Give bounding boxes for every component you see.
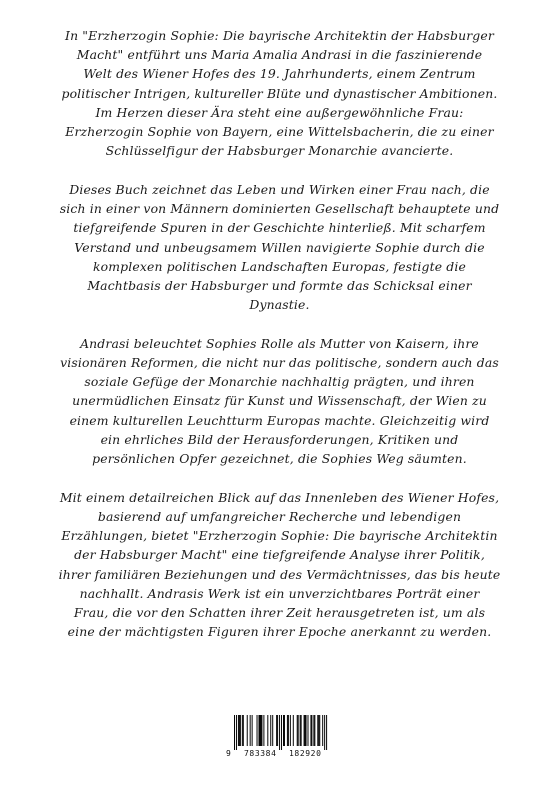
text-line: basierend auf umfangreicher Recherche und lebendigen (97, 508, 462, 524)
barcode-bar (317, 715, 318, 746)
barcode-bar (259, 715, 260, 746)
barcode-bar (240, 715, 241, 746)
text-line: soziale Gefüge der Monarchie nachhaltig prägten, und ihren (84, 374, 475, 390)
text-line: sich in einer von Männern dominierten Gesellschaft behauptete und (59, 201, 500, 217)
text-line: ein ehrliches Bild der Herausforderungen, Kritiken und (100, 431, 459, 447)
barcode-bar (239, 715, 240, 746)
barcode-guard-bar (326, 715, 327, 750)
text-line: einem kulturellen Leuchtturm Europas machte. Gleichzeitig wird (69, 412, 490, 428)
barcode-bars (224, 714, 336, 750)
barcode-bar (306, 715, 307, 746)
isbn-barcode (224, 714, 336, 760)
barcode-bar (252, 715, 253, 746)
text-line: Dieses Buch zeichnet das Leben und Wirken einer Frau nach, die (69, 181, 490, 197)
barcode-bar (300, 715, 301, 746)
barcode-bar (305, 715, 306, 746)
text-line: nachhallt. Andrasis Werk ist ein unverzichtbares Porträt einer (79, 585, 480, 601)
barcode-bar (311, 715, 312, 746)
barcode-bar (267, 715, 268, 746)
barcode-bar (238, 715, 239, 746)
barcode-guard-bar (236, 715, 237, 750)
text-line: unermüdlichen Einsatz für Kunst und Wissenschaft, der Wien zu (72, 393, 487, 409)
barcode-bar (250, 715, 251, 746)
blurb-paragraph-2 (28, 180, 531, 314)
barcode-guard-bar (234, 715, 235, 750)
barcode-bar (261, 715, 262, 746)
barcode-bar (293, 715, 294, 746)
barcode-bar (313, 715, 314, 746)
barcode-bar (270, 715, 271, 746)
barcode-bar (272, 715, 273, 746)
barcode-bar (318, 715, 319, 746)
barcode-bar (257, 715, 258, 746)
blurb-paragraph-4 (28, 488, 531, 642)
barcode-bar (297, 715, 298, 746)
text-line: eine der mächtigsten Figuren ihrer Epoche anerkannt zu werden. (67, 624, 492, 640)
barcode-bar (319, 715, 320, 746)
barcode-bar (263, 715, 264, 746)
text-line: tiefgreifende Spuren in der Geschichte hinterließ. Mit scharfem (73, 220, 486, 236)
text-line: Erzherzogin Sophie von Bayern, eine Wittelsbacherin, die zu einer (65, 124, 494, 140)
barcode-bar (259, 715, 260, 746)
barcode-bar (314, 715, 315, 746)
barcode-bar (243, 715, 244, 746)
text-line: visionären Reformen, die nicht nur das politische, sondern auch das (60, 355, 499, 371)
text-line: In "Erzherzogin Sophie: Die bayrische Architektin der Habsburger (65, 28, 494, 43)
text-line: der Habsburger Macht" eine tiefgreifende Analyse ihrer Politik, (74, 547, 485, 563)
text-line: Dynastie. (249, 297, 310, 313)
text-line: persönlichen Opfer gezeichnet, die Sophies Weg säumten. (92, 451, 467, 467)
barcode-bar (322, 715, 323, 746)
text-line: komplexen politischen Landschaften Europas, festigte die (93, 258, 466, 274)
text-line: Macht" entführt uns Maria Amalia Andrasi in die faszinierende (76, 47, 483, 63)
text-line: Andrasi beleuchtet Sophies Rolle als Mutter von Kaisern, ihre (80, 335, 479, 351)
barcode-bar (283, 715, 284, 746)
barcode-bar (290, 715, 291, 746)
barcode-bar (276, 715, 277, 746)
barcode-bar (301, 715, 302, 746)
barcode-digit-first: 9 (226, 749, 231, 758)
text-line: Im Herzen dieser Ära steht eine außergewöhnliche Frau: (95, 104, 464, 120)
text-line: Schlüsselfigur der Habsburger Monarchie avancierte. (105, 143, 454, 159)
barcode-bar (310, 715, 311, 746)
barcode-bar (308, 715, 309, 746)
barcode-bar (287, 715, 288, 746)
text-line: Machtbasis der Habsburger und formte das Schicksal einer (87, 277, 472, 293)
blurb-text (28, 26, 531, 661)
text-line: ihrer familiären Beziehungen und des Vermächtnisses, das bis heute (58, 566, 501, 582)
barcode-guard-bar (281, 715, 282, 750)
barcode-bar (247, 715, 248, 746)
barcode-bar (288, 715, 289, 746)
text-line: Erzählungen, bietet "Erzherzogin Sophie: Die bayrische Architektin (61, 528, 498, 544)
text-line: Verstand und unbeugsamem Willen navigierte Sophie durch die (74, 239, 485, 255)
text-line: Frau, die vor den Schatten ihrer Zeit herausgetreten ist, um als (73, 604, 486, 620)
text-line: Welt des Wiener Hofes des 19. Jahrhunderts, einem Zentrum (83, 66, 476, 82)
barcode-digits-left: 783384 (244, 749, 277, 758)
barcode-bar (284, 715, 285, 746)
barcode-bar (304, 715, 305, 746)
barcode-guard-bar (324, 715, 325, 750)
text-line: politischer Intrigen, kultureller Blüte und dynastischer Ambitionen. (61, 85, 498, 101)
barcode-bar (260, 715, 261, 746)
barcode-bar (242, 715, 243, 746)
barcode-digits-right: 182920 (289, 749, 322, 758)
barcode-guard-bar (279, 715, 280, 750)
barcode-bar (298, 715, 299, 746)
blurb-paragraph-1 (28, 26, 531, 160)
blurb-paragraph-3 (28, 334, 531, 468)
text-line: Mit einem detailreichen Blick auf das Innenleben des Wiener Hofes, (59, 489, 500, 505)
barcode-bar (277, 715, 278, 746)
barcode-digits (224, 748, 336, 759)
